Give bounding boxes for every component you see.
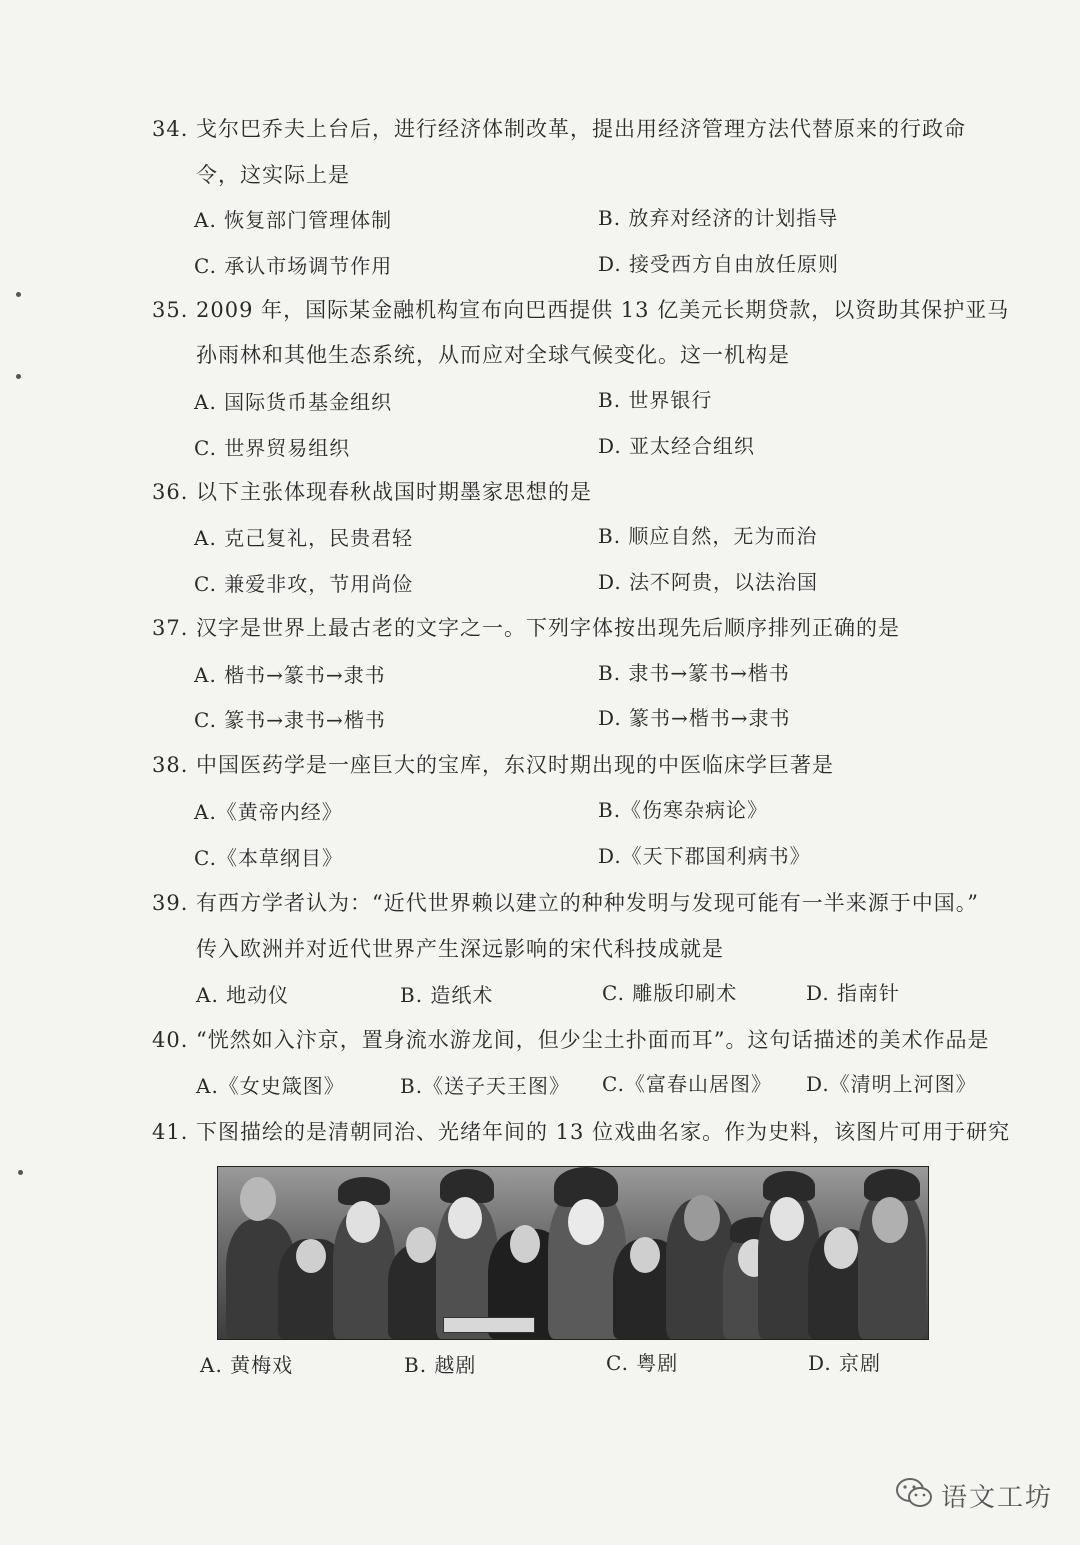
option-39-d: D. 指南针 [806, 981, 901, 1005]
question-35-line-2: 孙雨林和其他生态系统，从而应对全球气候变化。这一机构是 [196, 343, 790, 367]
question-34-line-1: 34. 戈尔巴乔夫上台后，进行经济体制改革，提出用经济管理方法代替原来的行政命 [152, 117, 966, 141]
option-35-d: D. 亚太经合组织 [598, 434, 756, 458]
wechat-icon [895, 1476, 933, 1514]
scan-mark [16, 374, 21, 379]
option-35-b: B. 世界银行 [598, 388, 713, 412]
option-34-c: C. 承认市场调节作用 [194, 254, 393, 278]
option-36-a: A. 克己复礼，民贵君轻 [194, 526, 414, 550]
option-36-d: D. 法不阿贵，以法治国 [598, 570, 819, 594]
option-41-d: D. 京剧 [808, 1351, 882, 1375]
option-35-c: C. 世界贸易组织 [194, 436, 351, 460]
option-37-a: A. 楷书→篆书→隶书 [194, 663, 386, 687]
option-40-a: A.《女史箴图》 [196, 1074, 345, 1098]
opera-performers-image [217, 1166, 929, 1340]
option-37-d: D. 篆书→楷书→隶书 [598, 706, 791, 730]
question-36-line-1: 36. 以下主张体现春秋战国时期墨家思想的是 [152, 480, 592, 504]
option-40-d: D.《清明上河图》 [806, 1072, 977, 1096]
option-37-b: B. 隶书→篆书→楷书 [598, 661, 790, 685]
option-41-c: C. 粤剧 [606, 1351, 679, 1375]
question-34-line-2: 令，这实际上是 [196, 163, 350, 187]
question-39-line-1: 39. 有西方学者认为：“近代世界赖以建立的种种发明与发现可能有一半来源于中国。” [152, 891, 979, 915]
option-39-c: C. 雕版印刷术 [602, 981, 738, 1005]
scan-mark [16, 292, 21, 297]
question-37-line-1: 37. 汉字是世界上最古老的文字之一。下列字体按出现先后顺序排列正确的是 [152, 616, 900, 640]
option-40-b: B.《送子天王图》 [400, 1074, 571, 1098]
option-41-b: B. 越剧 [404, 1353, 477, 1377]
question-41-line-1: 41. 下图描绘的是清朝同治、光绪年间的 13 位戏曲名家。作为史料，该图片可用于研究 [152, 1120, 1011, 1144]
option-38-a: A.《黄帝内经》 [194, 800, 343, 824]
option-38-b: B.《伤寒杂病论》 [598, 798, 769, 822]
option-36-b: B. 顺应自然，无为而治 [598, 524, 818, 548]
question-35-line-1: 35. 2009 年，国际某金融机构宣布向巴西提供 13 亿美元长期贷款，以资助其保护亚马 [152, 298, 1010, 322]
option-37-c: C. 篆书→隶书→楷书 [194, 708, 386, 732]
option-40-c: C.《富春山居图》 [602, 1072, 772, 1096]
photo-caption-plate [443, 1317, 535, 1333]
option-38-c: C.《本草纲目》 [194, 846, 343, 870]
option-35-a: A. 国际货币基金组织 [194, 390, 393, 414]
question-39-line-2: 传入欧洲并对近代世界产生深远影响的宋代科技成就是 [196, 937, 724, 961]
option-38-d: D.《天下郡国利病书》 [598, 844, 811, 868]
question-40-line-1: 40. “恍然如入汴京，置身流水游龙间，但少尘土扑面而耳”。这句话描述的美术作品是 [152, 1028, 990, 1052]
question-38-line-1: 38. 中国医药学是一座巨大的宝库，东汉时期出现的中医临床学巨著是 [152, 753, 834, 777]
option-34-a: A. 恢复部门管理体制 [194, 208, 393, 232]
option-41-a: A. 黄梅戏 [200, 1353, 294, 1377]
option-39-b: B. 造纸术 [400, 983, 494, 1007]
option-34-d: D. 接受西方自由放任原则 [598, 252, 840, 276]
option-39-a: A. 地动仪 [196, 983, 290, 1007]
watermark [895, 1475, 1053, 1515]
watermark-text: 语文工坊 [941, 1482, 1054, 1513]
option-34-b: B. 放弃对经济的计划指导 [598, 206, 839, 230]
scan-mark [18, 1170, 23, 1175]
option-36-c: C. 兼爱非攻，节用尚俭 [194, 572, 414, 596]
